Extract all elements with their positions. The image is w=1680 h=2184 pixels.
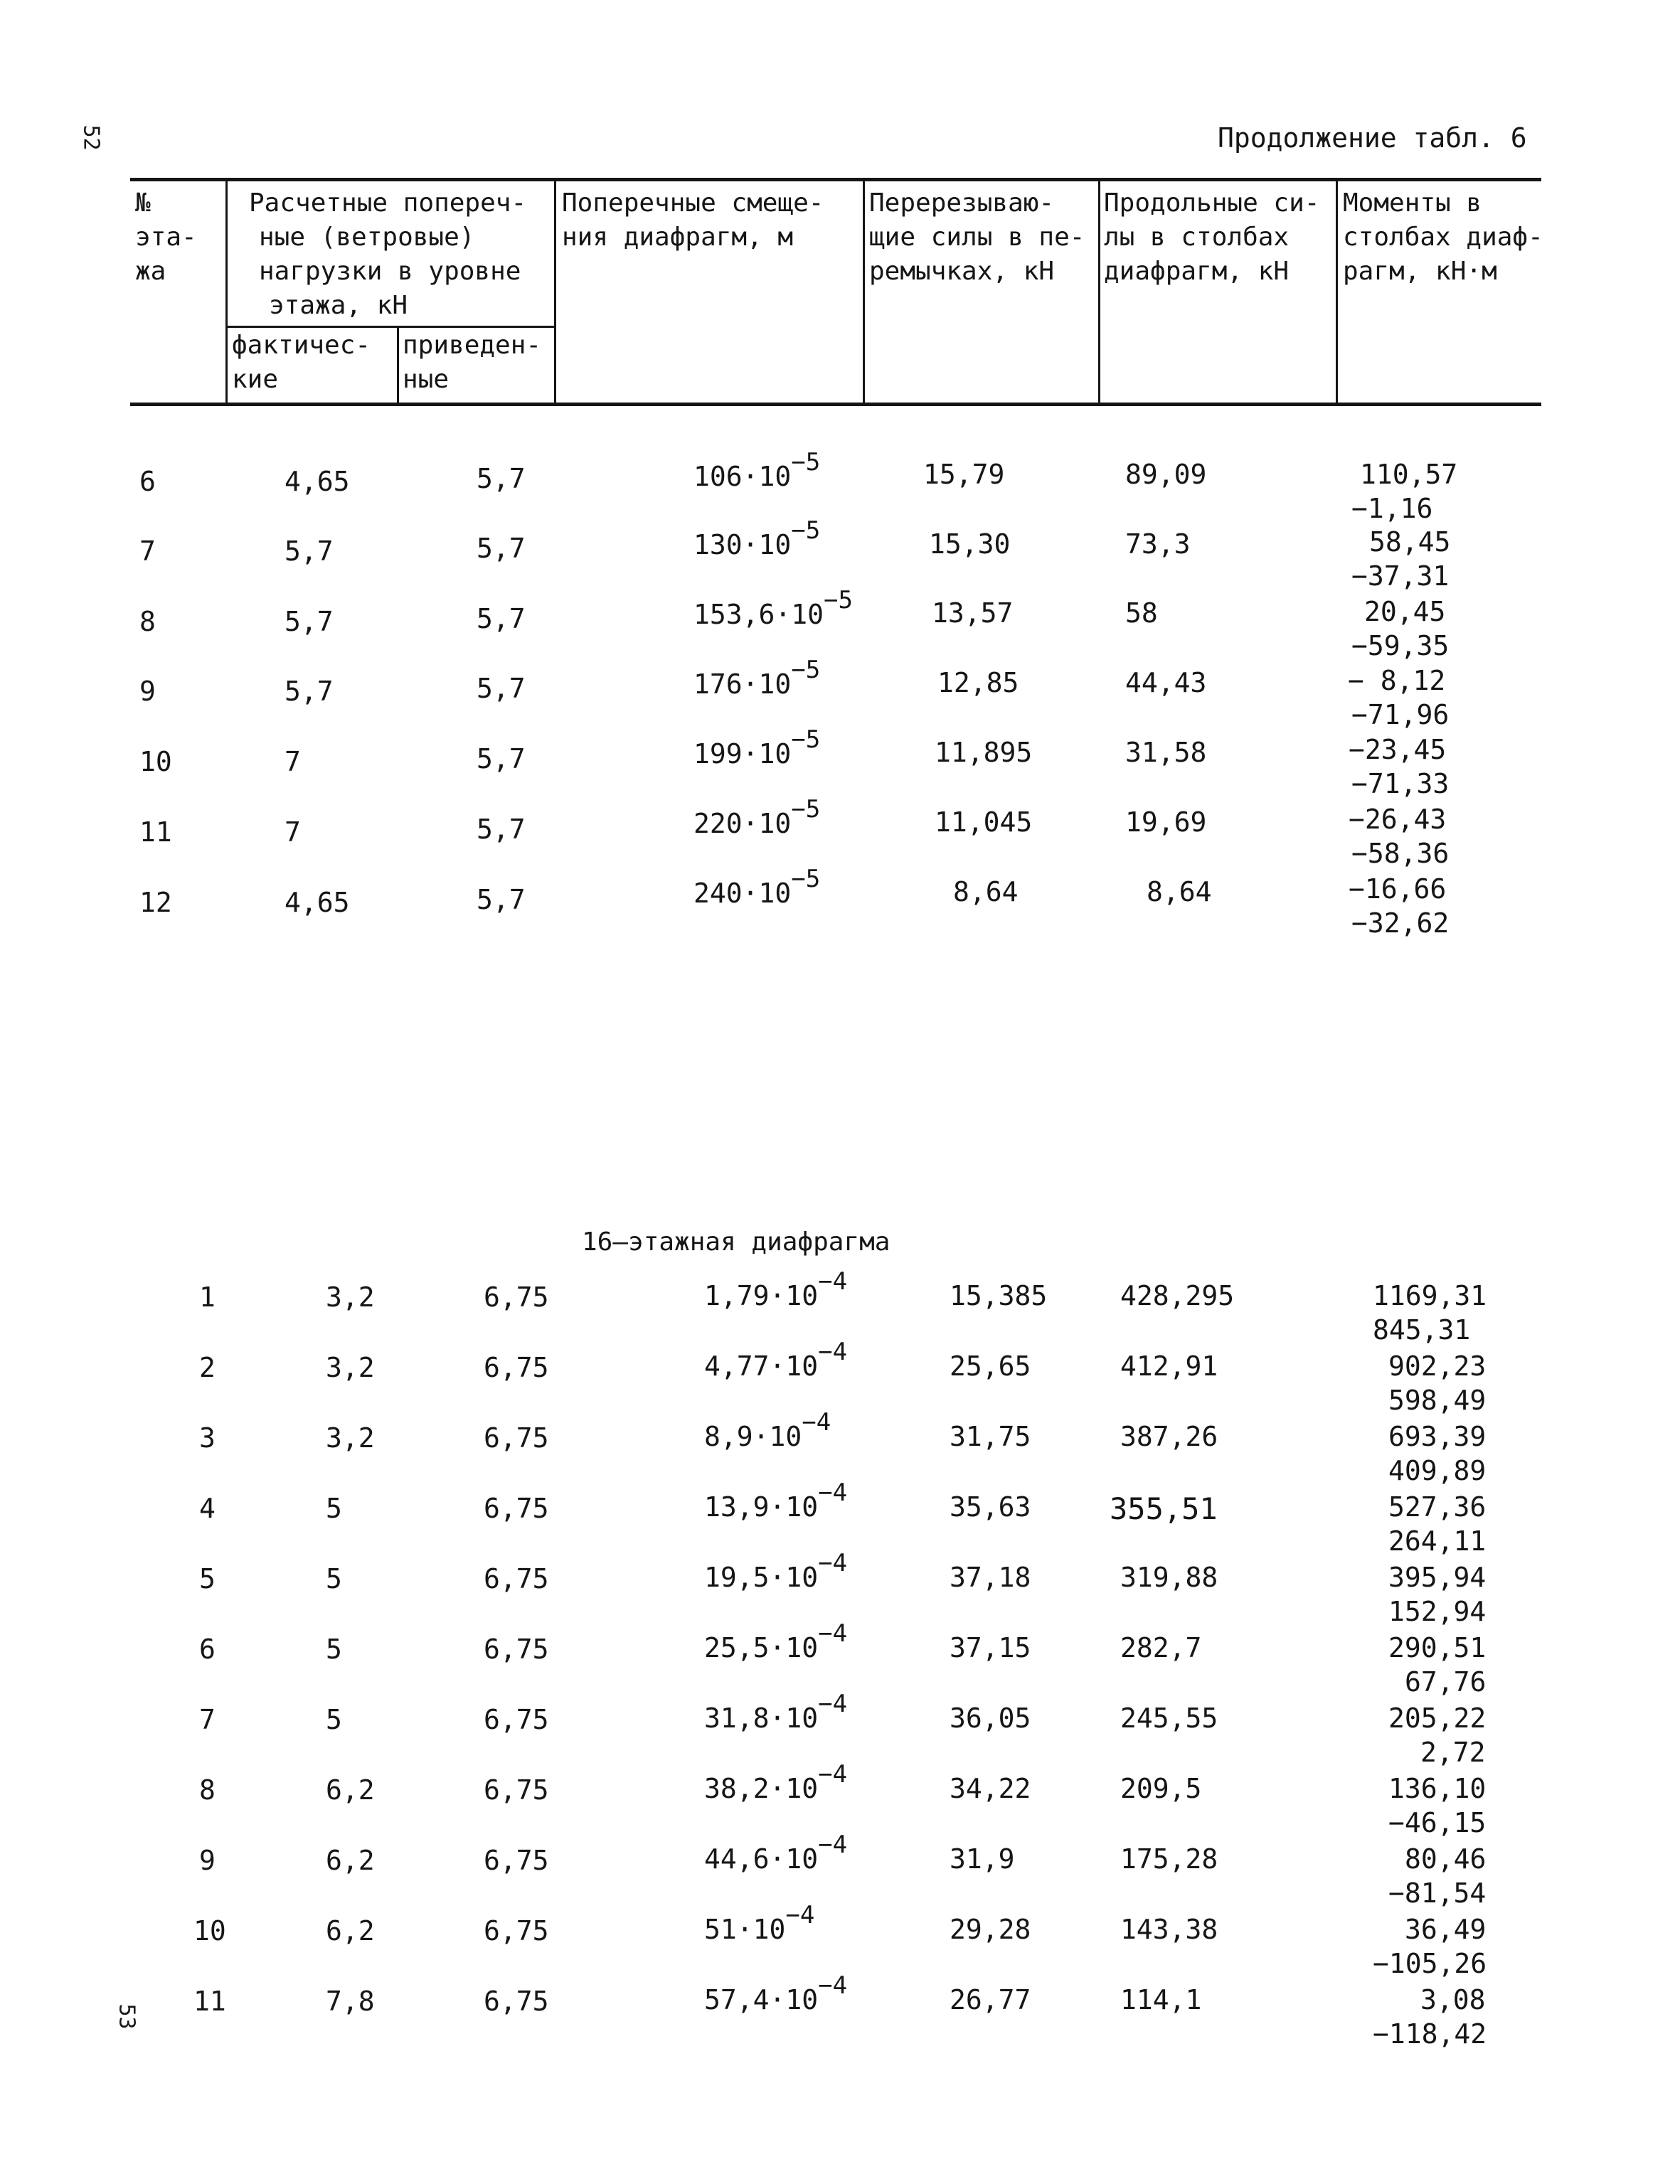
reduced-load-cell: 5,7 — [477, 814, 526, 845]
reduced-load-cell: 6,75 — [484, 1422, 549, 1454]
header-top-rule — [130, 178, 1541, 181]
moment-top-cell: −26,43 — [1349, 804, 1447, 835]
header-floor: № эта- жа — [135, 188, 197, 286]
actual-load-cell: 7 — [285, 746, 301, 777]
moment-top-cell: 1169,31 — [1373, 1280, 1487, 1311]
floor-cell: 10 — [139, 746, 172, 777]
axial-cell: 58 — [1125, 597, 1158, 629]
floor-cell: 7 — [139, 536, 156, 567]
displacement-cell: 1,79·10−4 — [704, 1267, 848, 1311]
moment-top-cell: −23,45 — [1349, 734, 1447, 765]
header-loads: Расчетные попереч- ные (ветровые) нагрузки в уровне этажа, кН — [249, 188, 527, 320]
header-axial: Продольные си- лы в столбах диафрагм, кН — [1104, 188, 1320, 286]
moment-bottom-cell: 409,89 — [1388, 1455, 1487, 1486]
reduced-load-cell: 5,7 — [477, 533, 526, 564]
reduced-load-cell: 5,7 — [477, 884, 526, 915]
actual-load-cell: 5,7 — [285, 676, 334, 707]
header-loads-reduced: приведен- ные — [403, 331, 542, 394]
moment-top-cell: 527,36 — [1388, 1491, 1487, 1523]
header-sub-rule — [226, 326, 555, 328]
shear-cell: 8,64 — [953, 876, 1019, 907]
axial-cell: 8,64 — [1147, 876, 1212, 907]
actual-load-cell: 5,7 — [285, 606, 334, 637]
actual-load-cell: 3,2 — [326, 1282, 375, 1313]
actual-load-cell: 7,8 — [326, 1986, 375, 2017]
header-divider-2 — [397, 326, 399, 405]
displacement-cell: 106·10−5 — [693, 448, 821, 492]
moment-top-cell: 902,23 — [1388, 1351, 1487, 1382]
axial-cell: 19,69 — [1125, 806, 1207, 838]
floor-cell: 3 — [199, 1422, 216, 1454]
axial-cell: 73,3 — [1125, 528, 1191, 560]
shear-cell: 31,75 — [950, 1421, 1031, 1452]
reduced-load-cell: 6,75 — [484, 1915, 549, 1946]
floor-cell: 12 — [139, 887, 172, 918]
actual-load-cell: 3,2 — [326, 1422, 375, 1454]
axial-cell: 175,28 — [1120, 1843, 1218, 1875]
displacement-cell: 176·10−5 — [693, 656, 821, 700]
reduced-load-cell: 5,7 — [477, 743, 526, 774]
displacement-cell: 130·10−5 — [693, 516, 821, 560]
axial-cell: 355,51 — [1110, 1491, 1218, 1526]
moment-bottom-cell: −71,33 — [1351, 768, 1450, 799]
floor-cell: 11 — [139, 816, 172, 848]
actual-load-cell: 5,7 — [285, 536, 334, 567]
shear-cell: 11,895 — [935, 737, 1033, 768]
reduced-load-cell: 6,75 — [484, 1986, 549, 2017]
axial-cell: 209,5 — [1120, 1773, 1202, 1804]
shear-cell: 26,77 — [950, 1984, 1031, 2015]
moment-bottom-cell: 152,94 — [1388, 1596, 1487, 1627]
moment-top-cell: 290,51 — [1388, 1632, 1487, 1663]
moment-top-cell: 58,45 — [1369, 526, 1451, 558]
actual-load-cell: 7 — [285, 816, 301, 848]
header-divider-4 — [863, 178, 865, 405]
axial-cell: 319,88 — [1120, 1562, 1218, 1593]
shear-cell: 37,15 — [950, 1632, 1031, 1663]
shear-cell: 15,30 — [929, 528, 1011, 560]
actual-load-cell: 5 — [326, 1493, 342, 1524]
axial-cell: 89,09 — [1125, 459, 1207, 490]
header-moments: Моменты в столбах диаф- рагм, кН·м — [1343, 188, 1543, 286]
axial-cell: 412,91 — [1120, 1351, 1218, 1382]
table-caption: Продолжение табл. 6 — [1218, 122, 1527, 154]
reduced-load-cell: 6,75 — [484, 1845, 549, 1876]
shear-cell: 31,9 — [950, 1843, 1015, 1875]
reduced-load-cell: 6,75 — [484, 1493, 549, 1524]
axial-cell: 44,43 — [1125, 667, 1207, 698]
reduced-load-cell: 6,75 — [484, 1352, 549, 1383]
moment-top-cell: 136,10 — [1388, 1773, 1487, 1804]
header-loads-actual: фактичес- кие — [232, 331, 371, 394]
moment-top-cell: 395,94 — [1388, 1562, 1487, 1593]
floor-cell: 1 — [199, 1282, 216, 1313]
reduced-load-cell: 6,75 — [484, 1282, 549, 1313]
moment-bottom-cell: −1,16 — [1351, 493, 1433, 524]
floor-cell: 6 — [199, 1634, 216, 1665]
axial-cell: 282,7 — [1120, 1632, 1202, 1663]
axial-cell: 245,55 — [1120, 1703, 1218, 1734]
header-displacements: Поперечные смеще- ния диафрагм, м — [562, 188, 824, 252]
floor-cell: 8 — [139, 606, 156, 637]
header-divider-6 — [1336, 178, 1338, 405]
reduced-load-cell: 5,7 — [477, 603, 526, 634]
displacement-cell: 8,9·10−4 — [704, 1408, 831, 1452]
floor-cell: 5 — [199, 1563, 216, 1594]
moment-bottom-cell: −37,31 — [1351, 560, 1450, 592]
reduced-load-cell: 6,75 — [484, 1563, 549, 1594]
moment-top-cell: 3,08 — [1420, 1984, 1486, 2015]
reduced-load-cell: 6,75 — [484, 1634, 549, 1665]
actual-load-cell: 5 — [326, 1563, 342, 1594]
shear-cell: 34,22 — [950, 1773, 1031, 1804]
moment-top-cell: − 8,12 — [1348, 665, 1446, 696]
actual-load-cell: 6,2 — [326, 1845, 375, 1876]
actual-load-cell: 6,2 — [326, 1774, 375, 1806]
displacement-cell: 13,9·10−4 — [704, 1479, 848, 1523]
moment-bottom-cell: 2,72 — [1420, 1737, 1486, 1768]
displacement-cell: 220·10−5 — [693, 795, 821, 839]
moment-top-cell: 205,22 — [1388, 1703, 1487, 1734]
shear-cell: 37,18 — [950, 1562, 1031, 1593]
moment-bottom-cell: −58,36 — [1351, 838, 1450, 869]
displacement-cell: 153,6·10−5 — [693, 586, 853, 630]
moment-top-cell: 36,49 — [1405, 1914, 1487, 1945]
actual-load-cell: 4,65 — [285, 466, 350, 497]
displacement-cell: 51·10−4 — [704, 1901, 815, 1945]
shear-cell: 15,385 — [950, 1280, 1048, 1311]
section-subtitle: 16–этажная диафрагма — [582, 1227, 890, 1257]
axial-cell: 114,1 — [1120, 1984, 1202, 2015]
floor-cell: 2 — [199, 1352, 216, 1383]
axial-cell: 31,58 — [1125, 737, 1207, 768]
displacement-cell: 38,2·10−4 — [704, 1760, 848, 1804]
displacement-cell: 31,8·10−4 — [704, 1690, 848, 1734]
shear-cell: 25,65 — [950, 1351, 1031, 1382]
axial-cell: 143,38 — [1120, 1914, 1218, 1945]
moment-top-cell: 110,57 — [1360, 459, 1458, 490]
header-bottom-rule — [130, 403, 1541, 406]
displacement-cell: 240·10−5 — [693, 865, 821, 909]
moment-bottom-cell: −32,62 — [1351, 907, 1450, 939]
header-shear: Перерезываю- щие силы в пе- ремычках, кН — [869, 188, 1085, 286]
reduced-load-cell: 6,75 — [484, 1704, 549, 1735]
header-divider-3 — [554, 178, 556, 405]
floor-cell: 9 — [199, 1845, 216, 1876]
moment-bottom-cell: 264,11 — [1388, 1525, 1487, 1557]
page-number-top: 52 — [78, 124, 104, 151]
moment-bottom-cell: −46,15 — [1388, 1807, 1487, 1838]
shear-cell: 29,28 — [950, 1914, 1031, 1945]
shear-cell: 12,85 — [937, 667, 1019, 698]
moment-top-cell: −16,66 — [1349, 873, 1447, 905]
moment-bottom-cell: 67,76 — [1405, 1666, 1487, 1698]
floor-cell: 9 — [139, 676, 156, 707]
moment-top-cell: 20,45 — [1364, 596, 1446, 627]
reduced-load-cell: 5,7 — [477, 673, 526, 704]
floor-cell: 4 — [199, 1493, 216, 1524]
moment-top-cell: 80,46 — [1405, 1843, 1487, 1875]
actual-load-cell: 3,2 — [326, 1352, 375, 1383]
header-divider-5 — [1098, 178, 1100, 405]
actual-load-cell: 5 — [326, 1634, 342, 1665]
shear-cell: 13,57 — [932, 597, 1014, 629]
displacement-cell: 19,5·10−4 — [704, 1549, 848, 1593]
axial-cell: 387,26 — [1120, 1421, 1218, 1452]
moment-bottom-cell: 845,31 — [1373, 1314, 1471, 1346]
shear-cell: 35,63 — [950, 1491, 1031, 1523]
header-divider-1 — [225, 178, 228, 405]
floor-cell: 10 — [193, 1915, 226, 1946]
axial-cell: 428,295 — [1120, 1280, 1235, 1311]
moment-bottom-cell: −59,35 — [1351, 630, 1450, 661]
shear-cell: 15,79 — [923, 459, 1005, 490]
floor-cell: 6 — [139, 466, 156, 497]
shear-cell: 11,045 — [935, 806, 1033, 838]
reduced-load-cell: 5,7 — [477, 463, 526, 494]
page-number-bottom: 53 — [114, 2003, 139, 2030]
floor-cell: 11 — [193, 1986, 226, 2017]
reduced-load-cell: 6,75 — [484, 1774, 549, 1806]
displacement-cell: 4,77·10−4 — [704, 1338, 848, 1382]
displacement-cell: 44,6·10−4 — [704, 1831, 848, 1875]
moment-bottom-cell: −105,26 — [1373, 1948, 1487, 1979]
actual-load-cell: 5 — [326, 1704, 342, 1735]
shear-cell: 36,05 — [950, 1703, 1031, 1734]
floor-cell: 8 — [199, 1774, 216, 1806]
moment-bottom-cell: 598,49 — [1388, 1385, 1487, 1416]
moment-bottom-cell: −71,96 — [1351, 699, 1450, 730]
displacement-cell: 199·10−5 — [693, 725, 821, 769]
floor-cell: 7 — [199, 1704, 216, 1735]
displacement-cell: 25,5·10−4 — [704, 1619, 848, 1663]
actual-load-cell: 6,2 — [326, 1915, 375, 1946]
actual-load-cell: 4,65 — [285, 887, 350, 918]
moment-bottom-cell: −81,54 — [1388, 1877, 1487, 1909]
displacement-cell: 57,4·10−4 — [704, 1971, 848, 2015]
moment-bottom-cell: −118,42 — [1373, 2018, 1487, 2050]
moment-top-cell: 693,39 — [1388, 1421, 1487, 1452]
